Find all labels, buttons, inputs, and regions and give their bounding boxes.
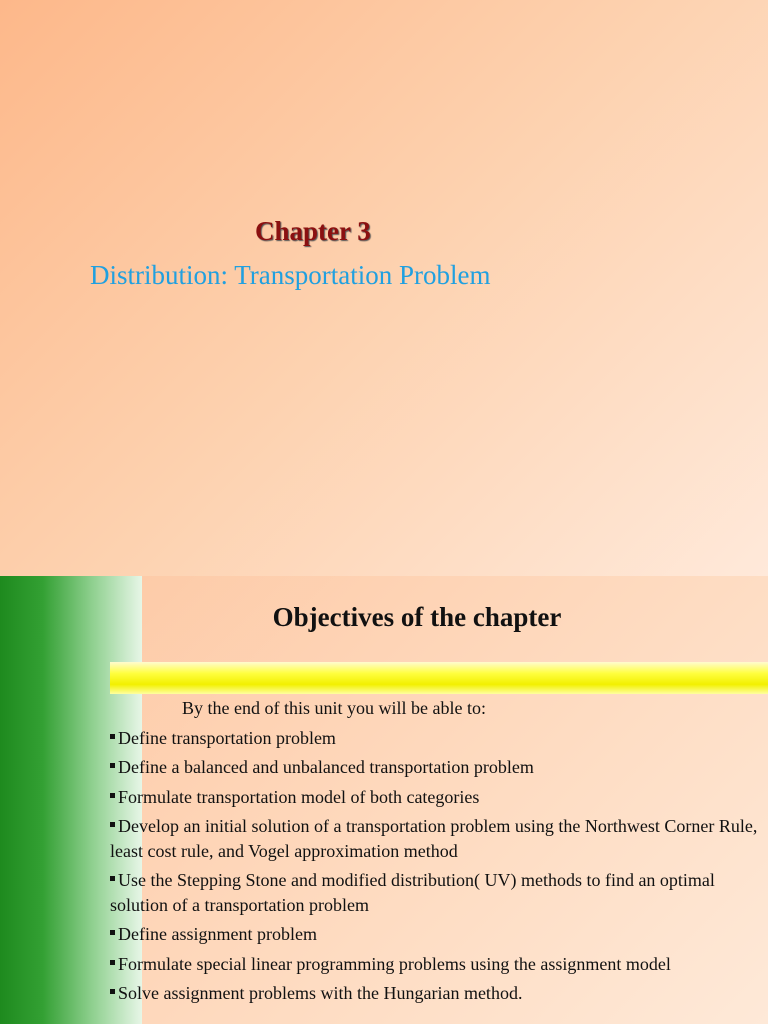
objective-text: Define a balanced and unbalanced transportation problem bbox=[118, 757, 534, 777]
chapter-title: Chapter 3 bbox=[255, 216, 371, 246]
objective-bullet bbox=[110, 755, 760, 780]
objective-bullet bbox=[110, 981, 760, 1006]
square-bullet-icon bbox=[110, 989, 115, 994]
square-bullet-icon bbox=[110, 930, 115, 935]
objective-bullet bbox=[110, 868, 760, 917]
objective-text: Define assignment problem bbox=[118, 924, 317, 944]
objective-bullet bbox=[110, 922, 760, 947]
objective-bullet bbox=[110, 726, 760, 751]
yellow-divider-band bbox=[110, 662, 768, 694]
objective-text: Develop an initial solution of a transportation problem using the Northwest Corner Rule, least cost rule, and Vogel approximation method bbox=[110, 816, 758, 861]
chapter-subtitle: Distribution: Transportation Problem bbox=[90, 260, 491, 290]
objectives-title: Objectives of the chapter bbox=[272, 602, 562, 632]
objective-bullet bbox=[110, 952, 760, 977]
objectives-content bbox=[110, 696, 760, 1011]
objective-text: Formulate special linear programming problems using the assignment model bbox=[118, 953, 671, 974]
square-bullet-icon bbox=[110, 793, 115, 798]
objective-text: Use the Stepping Stone and modified distribution( UV) methods to find an optimal solution of a transportation problem bbox=[110, 870, 715, 915]
objective-bullet bbox=[110, 785, 760, 810]
square-bullet-icon bbox=[110, 960, 115, 965]
objective-text: Formulate transportation model of both categories bbox=[118, 786, 480, 807]
objective-bullet bbox=[110, 814, 760, 863]
objectives-slide bbox=[0, 576, 768, 1024]
objectives-intro: By the end of this unit you will be able to: bbox=[182, 698, 486, 718]
square-bullet-icon bbox=[110, 876, 115, 881]
objective-text: Define transportation problem bbox=[118, 727, 336, 748]
objective-text: Solve assignment problems with the Hungarian method. bbox=[118, 983, 523, 1003]
square-bullet-icon bbox=[110, 822, 115, 827]
square-bullet-icon bbox=[110, 734, 115, 739]
square-bullet-icon bbox=[110, 763, 115, 768]
